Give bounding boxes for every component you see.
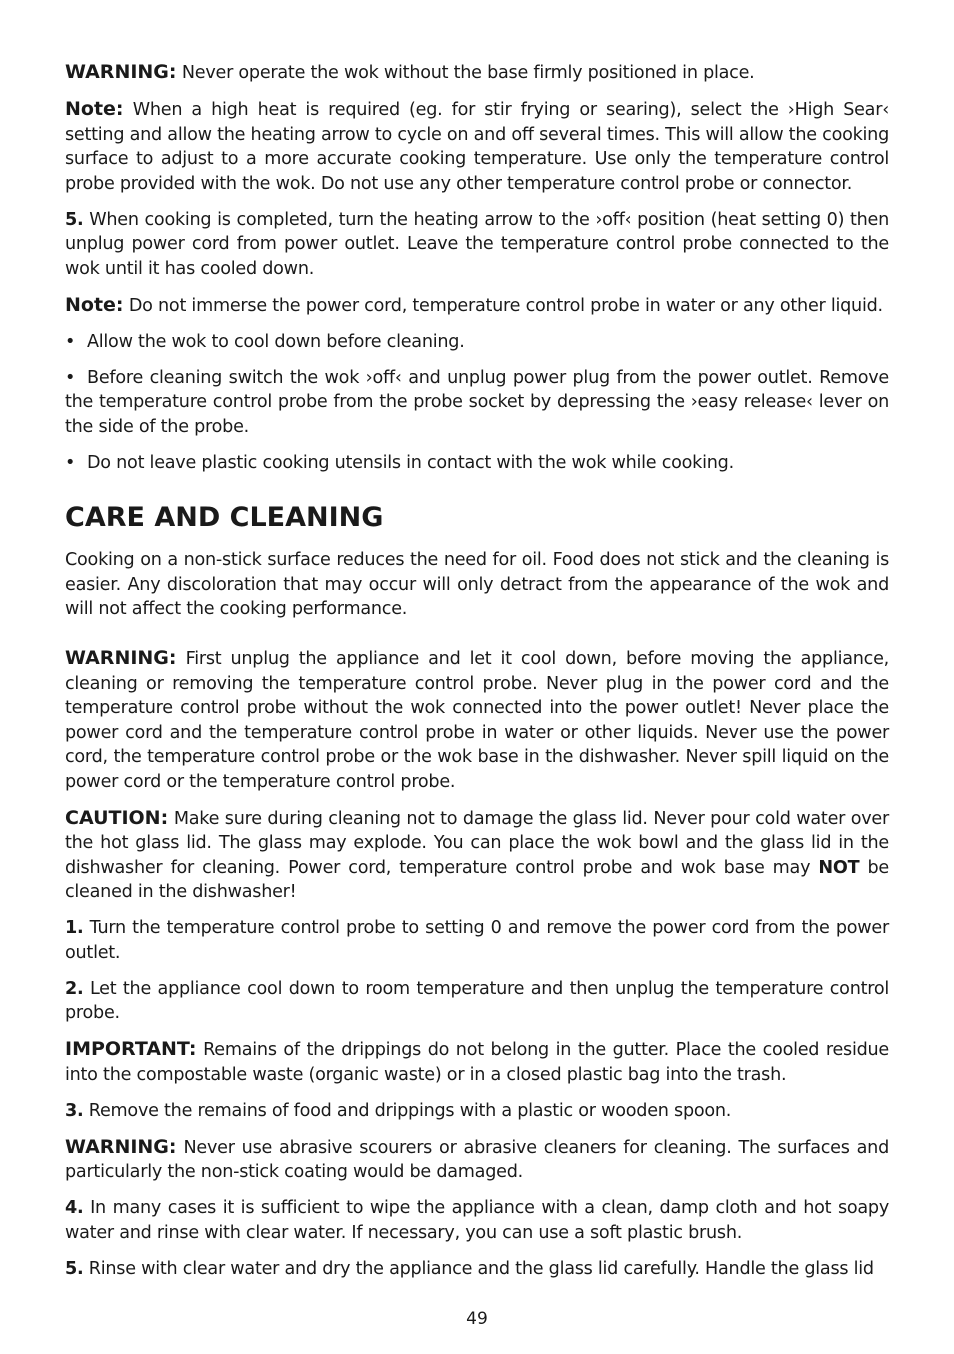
note-text: When a high heat is required (eg. for stir frying or searing), select the ›High Sear‹ setting and allow the heating arrow to cycle on and off several times. This will allow the cooking surface to adjust to a more accurate cooking temperature. Use only the temperature control probe provided with the wok. Do not use any other temperature control probe or connector. <box>65 100 889 194</box>
warning-label: WARNING: <box>65 647 177 669</box>
step-4-paragraph <box>65 1196 889 1245</box>
step-text: Rinse with clear water and dry the appliance and the glass lid carefully. Handle the glass lid <box>83 1258 874 1279</box>
bullet-icon: • <box>65 367 76 388</box>
step-1-paragraph <box>65 916 889 965</box>
step-3-paragraph <box>65 1099 889 1124</box>
warning-text: Never use abrasive scourers or abrasive cleaners for cleaning. The surfaces and particularly the non-stick coating would be damaged. <box>65 1137 889 1182</box>
note-text: Do not immerse the power cord, temperature control probe in water or any other liquid. <box>123 295 883 316</box>
caution-paragraph <box>65 806 889 905</box>
intro-paragraph: Cooking on a non-stick surface reduces the need for oil. Food does not stick and the cleaning is easier. Any discoloration that may occur will only detract from the appearance of the wok and will not affect the cooking performance. <box>65 550 889 619</box>
step-text: In many cases it is sufficient to wipe the appliance with a clean, damp cloth and hot soapy water and rinse with clear water. If necessary, you can use a soft plastic brush. <box>65 1198 889 1243</box>
warning-paragraph <box>65 60 889 86</box>
bullet-text: Before cleaning switch the wok ›off‹ and unplug power plug from the power outlet. Remove the temperature control probe from the probe socket by depressing the ›easy release‹ lever on the side of the probe. <box>65 367 889 437</box>
manual-page <box>65 60 889 1293</box>
emphasis-not: NOT <box>818 857 860 878</box>
page-number: 49 <box>466 1309 488 1329</box>
bullet-item <box>65 330 889 355</box>
section-heading: CARE AND CLEANING <box>65 502 384 533</box>
caution-text-end: be cleaned in the dishwasher! <box>65 857 889 902</box>
spacer <box>65 633 889 646</box>
step-2-paragraph <box>65 977 889 1026</box>
step-number: 2. <box>65 978 84 999</box>
step-number: 5. <box>65 209 84 230</box>
bullet-item <box>65 366 889 440</box>
bullet-icon: • <box>65 331 76 352</box>
bullet-text: Allow the wok to cool down before cleaning. <box>87 331 465 352</box>
important-text: Remains of the drippings do not belong in the gutter. Place the cooled residue into the compostable waste (organic waste) or in a closed plastic bag into the trash. <box>65 1040 889 1085</box>
note-paragraph <box>65 293 889 319</box>
caution-text: Make sure during cleaning not to damage the glass lid. Never pour cold water over the hot glass lid. The glass may explode. You can place the wok bowl and the glass lid in the dishwasher for cleaning. Power cord, temperature control probe and wok base may <box>65 808 889 878</box>
step-text: Turn the temperature control probe to setting 0 and remove the power cord from the power outlet. <box>65 918 889 963</box>
step-number: 4. <box>65 1198 84 1218</box>
warning-text: First unplug the appliance and let it cool down, before moving the appliance, cleaning or removing the temperature control probe. Never plug in the power cord and the temperature control probe without the wok connected into the power outlet! Never place the power cord and the temperature control probe in water or other liquids. Never use the power cord, the temperature control probe or the wok base in the dishwasher. Never spill liquid on the power cord or the temperature control probe. <box>65 649 889 792</box>
bullet-text: Do not leave plastic cooking utensils in contact with the wok while cooking. <box>87 452 734 473</box>
caution-label: CAUTION: <box>65 806 169 829</box>
warning-paragraph <box>65 1135 889 1185</box>
step-number: 3. <box>65 1100 84 1121</box>
step-5-paragraph <box>65 1257 889 1282</box>
warning-label: WARNING: <box>65 1135 177 1158</box>
step-number: 5. <box>65 1258 84 1279</box>
warning-text: Never operate the wok without the base firmly positioned in place. <box>176 63 755 83</box>
important-label: IMPORTANT: <box>65 1038 197 1060</box>
warning-paragraph <box>65 646 889 794</box>
step-text: Remove the remains of food and drippings with a plastic or wooden spoon. <box>83 1100 732 1121</box>
step-number: 1. <box>65 918 84 938</box>
step-text: When cooking is completed, turn the heating arrow to the ›off‹ position (heat setting 0) then unplug power cord from power outlet. Leave the temperature control probe connected to the wok until it has cooled down. <box>65 209 889 279</box>
bullet-item <box>65 451 889 476</box>
important-paragraph <box>65 1037 889 1087</box>
note-label: Note: <box>65 98 124 120</box>
note-paragraph <box>65 97 889 196</box>
warning-label: WARNING: <box>65 61 177 83</box>
step-5-paragraph <box>65 208 889 282</box>
bullet-icon: • <box>65 452 76 473</box>
note-label: Note: <box>65 293 124 316</box>
step-text: Let the appliance cool down to room temperature and then unplug the temperature control probe. <box>65 978 889 1023</box>
